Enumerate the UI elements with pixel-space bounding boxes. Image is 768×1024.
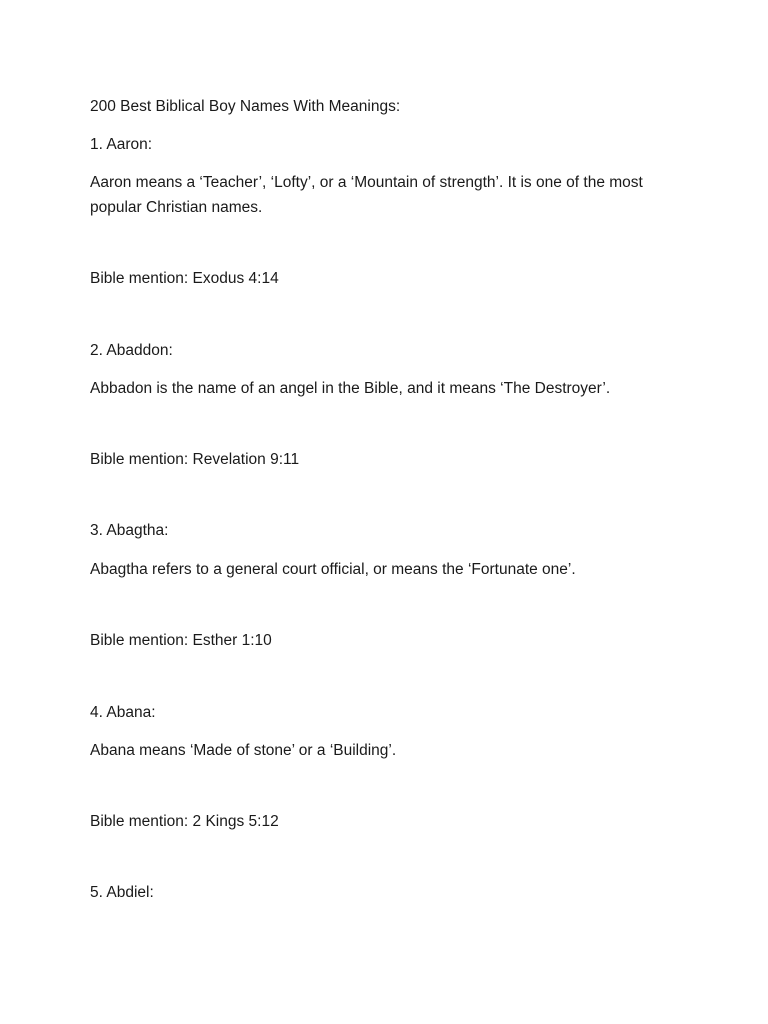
entry-heading-abana: 4. Abana: — [90, 704, 156, 721]
entry-description-abagtha: Abagtha refers to a general court official, or means the ‘Fortunate one’. — [90, 561, 576, 578]
entry-reference-abagtha: Bible mention: Esther 1:10 — [90, 632, 272, 649]
entry-heading-abdiel: 5. Abdiel: — [90, 884, 154, 901]
entry-description-abana: Abana means ‘Made of stone’ or a ‘Building’. — [90, 742, 397, 759]
entry-heading-abaddon: 2. Abaddon: — [90, 342, 173, 359]
entry-heading-abagtha: 3. Abagtha: — [90, 522, 169, 539]
entry-heading-aaron: 1. Aaron: — [90, 136, 153, 153]
entry-description-aaron: Aaron means a ‘Teacher’, ‘Lofty’, or a ‘Mountain of strength’. It is one of the most popular Christian names. — [90, 174, 643, 216]
entry-reference-abaddon: Bible mention: Revelation 9:11 — [90, 451, 300, 468]
entry-reference-aaron: Bible mention: Exodus 4:14 — [90, 270, 279, 287]
document-title: 200 Best Biblical Boy Names With Meanings: — [90, 98, 401, 115]
entry-description-abaddon: Abbadon is the name of an angel in the Bible, and it means ‘The Destroyer’. — [90, 380, 611, 397]
entry-reference-abana: Bible mention: 2 Kings 5:12 — [90, 813, 279, 830]
